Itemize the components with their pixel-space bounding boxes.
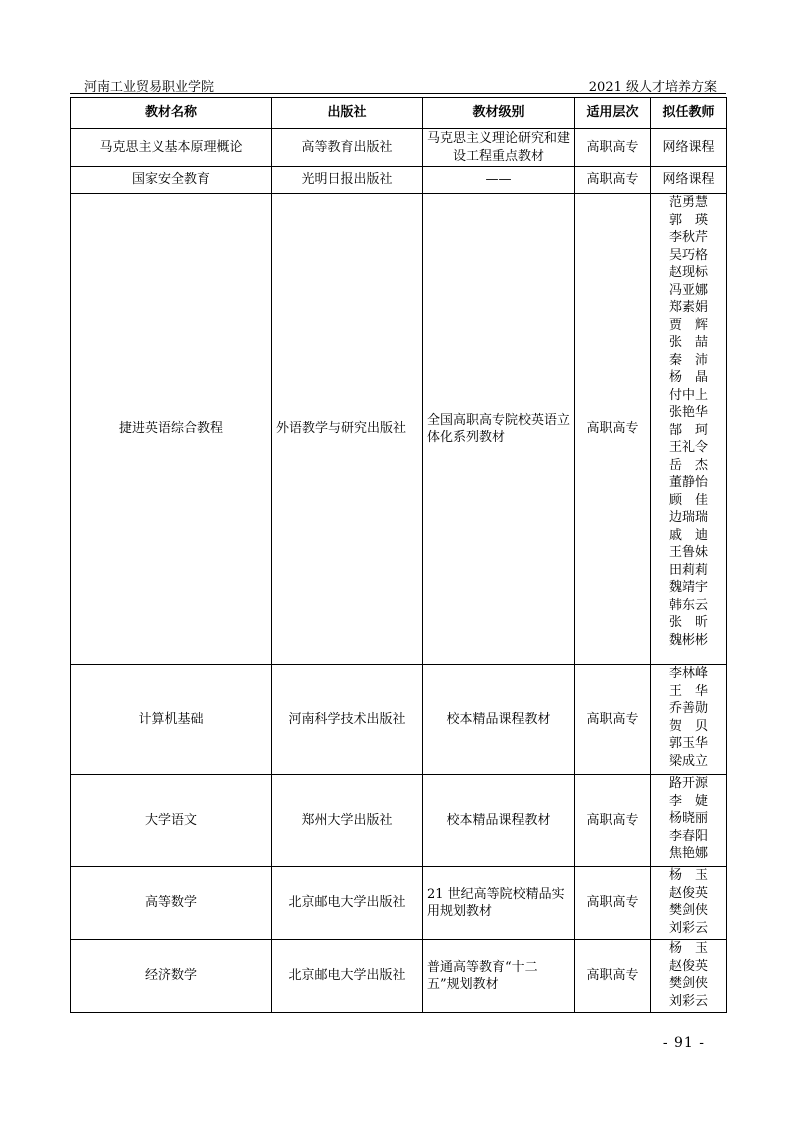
table-row [71,775,727,867]
column-header-applicable-tier: 适用层次 [575,98,651,129]
teacher-name: 顾 佳 [668,492,708,508]
cell-textbook-name: 马克思主义基本原理概论 [71,129,272,167]
teacher-name: 张 昕 [668,615,708,630]
teacher-name: 董静怡 [668,475,708,490]
teacher-name: 王 华 [668,683,708,699]
cell-applicable-tier: 高职高专 [575,167,651,194]
teacher-name: 冯亚娜 [668,282,708,298]
teacher-name: 梁成立 [668,753,708,769]
table-row [71,940,727,1013]
teacher-name: 王鲁妹 [668,545,708,560]
cell-teachers [651,867,727,940]
cell-applicable-tier: 高职高专 [575,665,651,775]
teacher-name: 郭玉华 [668,736,708,751]
teacher-name: 网络课程 [662,172,715,188]
teacher-name: 赵俊英 [668,885,708,901]
teacher-name: 岳 杰 [668,457,708,473]
teacher-name: 魏靖宇 [668,580,708,595]
teacher-name: 樊剑侠 [668,976,708,991]
header-rule [70,93,726,94]
teacher-name: 王礼令 [668,440,708,455]
table-row [71,129,727,167]
teacher-name: 贾 辉 [668,317,708,333]
cell-textbook-level: 马克思主义理论研究和建设工程重点教材 [423,129,575,167]
column-header-textbook-level: 教材级别 [423,98,575,129]
header-plan-title: 2021 级人才培养方案 [588,80,717,95]
teacher-name: 吴巧格 [668,247,708,263]
cell-teachers [651,129,727,167]
textbook-table [70,97,727,1013]
page-number-text: - 91 - [662,1035,705,1051]
teacher-name: 杨 玉 [668,941,708,956]
header-school: 河南工业贸易职业学院 [84,80,215,95]
teacher-name: 赵俊英 [668,958,708,974]
table-row [71,194,727,665]
table-row [71,167,727,194]
column-header-textbook-name: 教材名称 [71,98,272,129]
cell-publisher: 高等教育出版社 [272,129,423,167]
teacher-name: 魏彬彬 [668,632,708,648]
teacher-name: 郜 珂 [668,422,708,438]
teacher-name: 李林峰 [668,666,708,681]
cell-textbook-name: 高等数学 [71,867,272,940]
teacher-name: 路开源 [668,776,708,791]
teacher-name: 郑素娟 [668,300,708,315]
teacher-name: 边瑞瑞 [668,510,708,525]
teacher-name: 贺 贝 [668,718,708,734]
cell-textbook-level: 普通高等教育“十二五”规划教材 [423,940,575,1013]
column-header-teachers: 拟任教师 [651,98,727,129]
cell-teachers [651,775,727,867]
cell-teachers [651,167,727,194]
cell-applicable-tier: 高职高专 [575,775,651,867]
cell-textbook-level: 校本精品课程教材 [423,775,575,867]
teacher-name: 付中上 [668,387,708,403]
cell-publisher: 郑州大学出版社 [272,775,423,867]
teacher-name: 张 喆 [668,335,708,350]
teacher-name: 网络课程 [662,139,715,155]
teacher-name: 李秋芹 [668,230,708,245]
cell-textbook-level: 校本精品课程教材 [423,665,575,775]
teacher-name: 刘彩云 [668,993,708,1009]
teacher-name: 范勇慧 [668,195,708,210]
teacher-name: 郭 瑛 [668,212,708,228]
teacher-name: 李春阳 [668,828,708,844]
teacher-name: 杨晓丽 [668,811,708,826]
column-header-publisher: 出版社 [272,98,423,129]
cell-textbook-name: 国家安全教育 [71,167,272,194]
cell-applicable-tier: 高职高专 [575,194,651,665]
cell-textbook-name: 经济数学 [71,940,272,1013]
cell-applicable-tier: 高职高专 [575,129,651,167]
table-row [71,867,727,940]
teacher-name: 赵现标 [668,265,708,280]
cell-textbook-name: 计算机基础 [71,665,272,775]
teacher-name: 杨 玉 [668,868,708,883]
cell-teachers [651,665,727,775]
cell-publisher: 北京邮电大学出版社 [272,940,423,1013]
cell-teachers [651,940,727,1013]
teacher-name: 李 婕 [668,793,708,809]
teacher-name: 韩东云 [668,597,708,613]
teacher-name: 焦艳娜 [668,846,708,861]
cell-publisher: 河南科学技术出版社 [272,665,423,775]
teacher-name: 秦 沛 [668,352,708,368]
page-number [0,1035,793,1051]
cell-textbook-level: —— [423,167,575,194]
cell-applicable-tier: 高职高专 [575,867,651,940]
cell-publisher: 光明日报出版社 [272,167,423,194]
cell-textbook-level: 21 世纪高等院校精品实用规划教材 [423,867,575,940]
teacher-name: 刘彩云 [668,920,708,936]
cell-teachers [651,194,727,665]
teacher-name: 张艳华 [668,405,708,420]
teacher-name: 田莉莉 [668,562,708,578]
cell-textbook-level: 全国高职高专院校英语立体化系列教材 [423,194,575,665]
teacher-name: 杨 晶 [668,370,708,385]
teacher-name: 戚 迪 [668,527,708,543]
teacher-name: 乔善勋 [668,701,708,716]
cell-textbook-name: 大学语文 [71,775,272,867]
teacher-name: 樊剑侠 [668,903,708,918]
cell-publisher: 北京邮电大学出版社 [272,867,423,940]
cell-textbook-name: 捷进英语综合教程 [71,194,272,665]
table-row [71,665,727,775]
cell-applicable-tier: 高职高专 [575,940,651,1013]
cell-publisher: 外语教学与研究出版社 [272,194,423,665]
table-header-row [71,98,727,129]
